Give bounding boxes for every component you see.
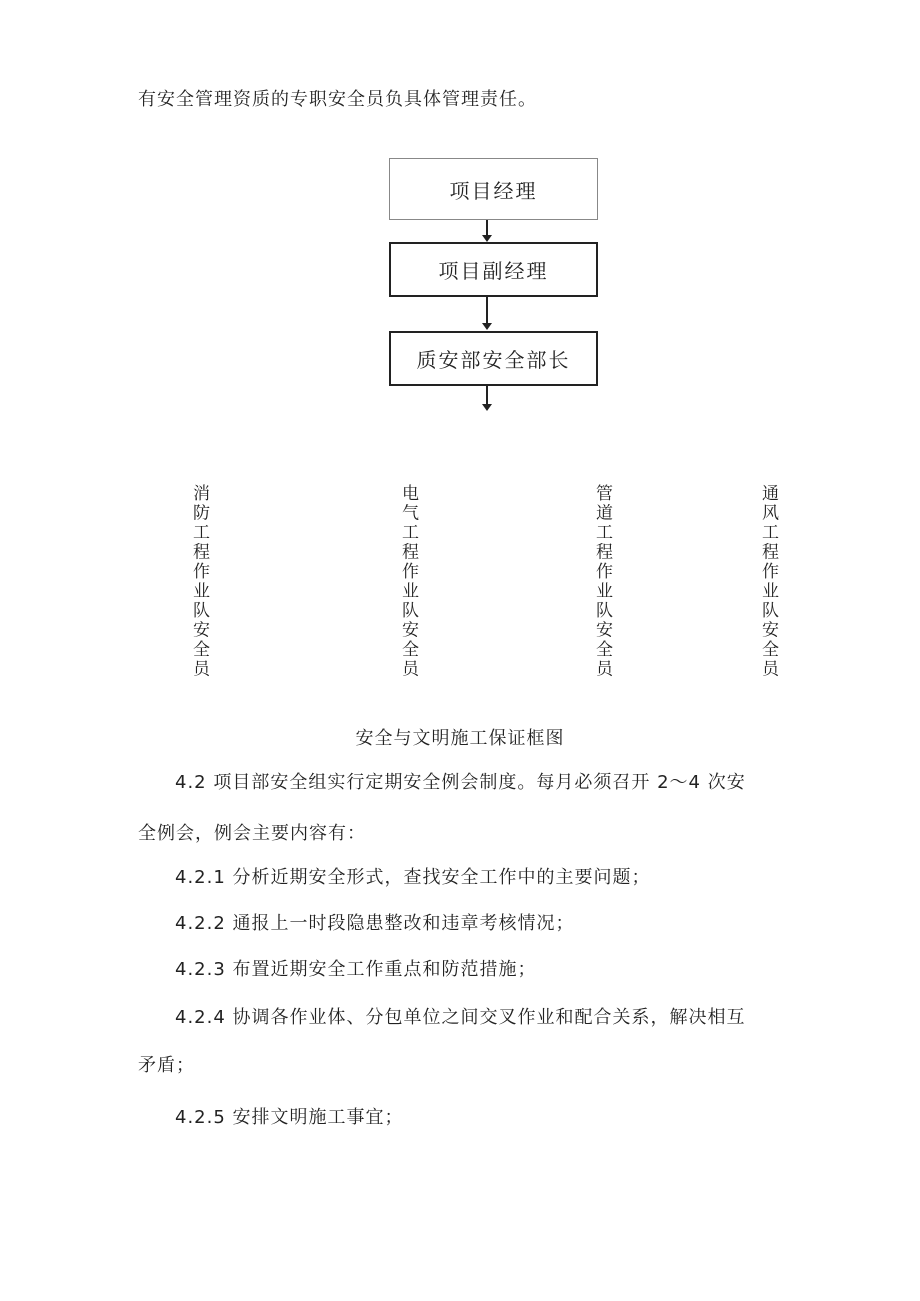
node-project-manager: 项目经理	[389, 158, 598, 220]
team-piping: 管道工程作业队安全员	[592, 484, 612, 679]
arrow-down-2	[486, 297, 488, 324]
paragraph-4-2-4-line-2: 矛盾；	[138, 1055, 195, 1076]
paragraph-4-2-1: 4.2.1 分析近期安全形式，查找安全工作中的主要问题；	[175, 867, 651, 888]
paragraph-4-2-line-2: 全例会，例会主要内容有：	[138, 823, 366, 844]
paragraph-4-2-2: 4.2.2 通报上一时段隐患整改和违章考核情况；	[175, 913, 575, 934]
node-deputy-manager: 项目副经理	[389, 242, 598, 297]
intro-text: 有安全管理资质的专职安全员负具体管理责任。	[138, 89, 537, 110]
paragraph-4-2-3: 4.2.3 布置近期安全工作重点和防范措施；	[175, 959, 537, 980]
team-fire-protection: 消防工程作业队安全员	[189, 484, 209, 679]
chart-caption: 安全与文明施工保证框图	[355, 728, 565, 749]
paragraph-4-2-line-1: 4.2 项目部安全组实行定期安全例会制度。每月必须召开 2～4 次安	[175, 772, 746, 793]
arrow-down-3	[486, 386, 488, 405]
team-electrical: 电气工程作业队安全员	[398, 484, 418, 679]
node-safety-minister: 质安部安全部长	[389, 331, 598, 386]
paragraph-4-2-4-line-1: 4.2.4 协调各作业体、分包单位之间交叉作业和配合关系，解决相互	[175, 1007, 746, 1028]
team-ventilation: 通风工程作业队安全员	[758, 484, 778, 679]
paragraph-4-2-5: 4.2.5 安排文明施工事宜；	[175, 1107, 404, 1128]
arrow-down-1	[486, 220, 488, 236]
